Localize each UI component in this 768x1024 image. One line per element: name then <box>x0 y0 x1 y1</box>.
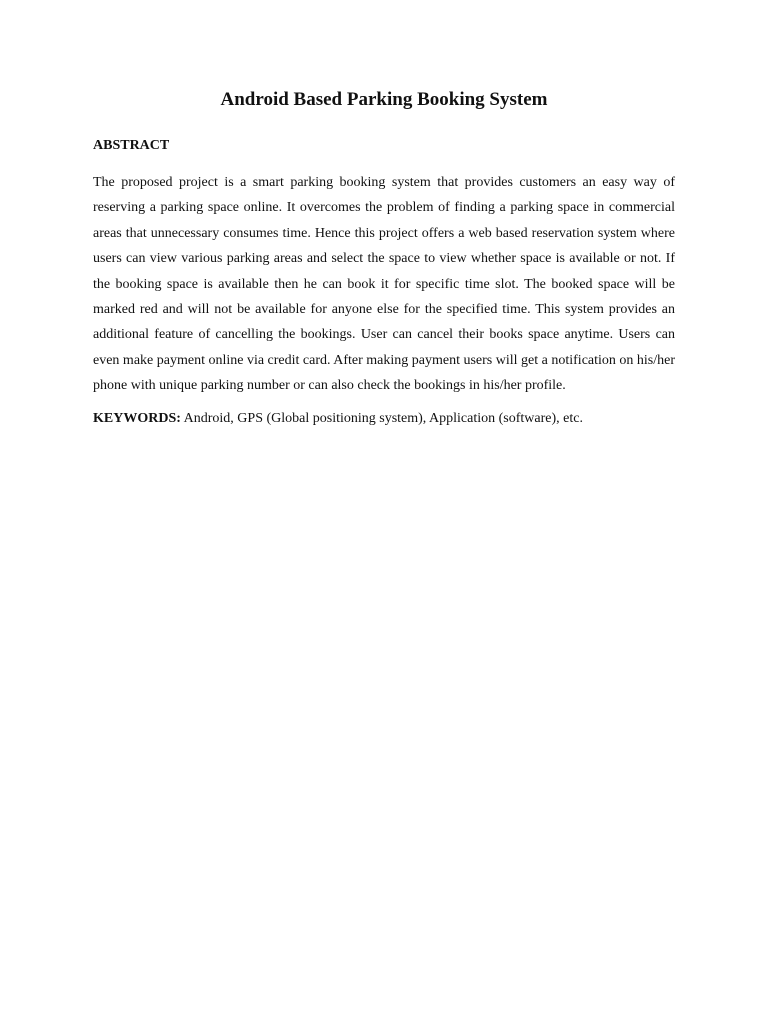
abstract-heading: ABSTRACT <box>93 138 170 153</box>
abstract-paragraph: The proposed project is a smart parking booking system that provides customers an easy way of reserving a parking space online. It overcomes the problem of finding a parking space in commercial areas that unnecessary consumes time. Hence this project offers a web based reservation system where users can view various parking areas and select the space to view whether space is available or not. If the booking space is available then he can book it for specific time slot. The booked space will be marked red and will not be available for anyone else for the specified time. This system provides an additional feature of cancelling the bookings. User can cancel their books space anytime. Users can even make payment online via credit card. After making payment users will get a notification on his/her phone with unique parking number or can also check the bookings in his/her profile. <box>93 175 675 394</box>
keywords-line <box>93 409 675 429</box>
page-title: Android Based Parking Booking System <box>220 89 548 110</box>
keywords-text: Android, GPS (Global positioning system), Application (software), etc. <box>180 410 583 426</box>
keywords-label: KEYWORDS: <box>93 410 181 426</box>
